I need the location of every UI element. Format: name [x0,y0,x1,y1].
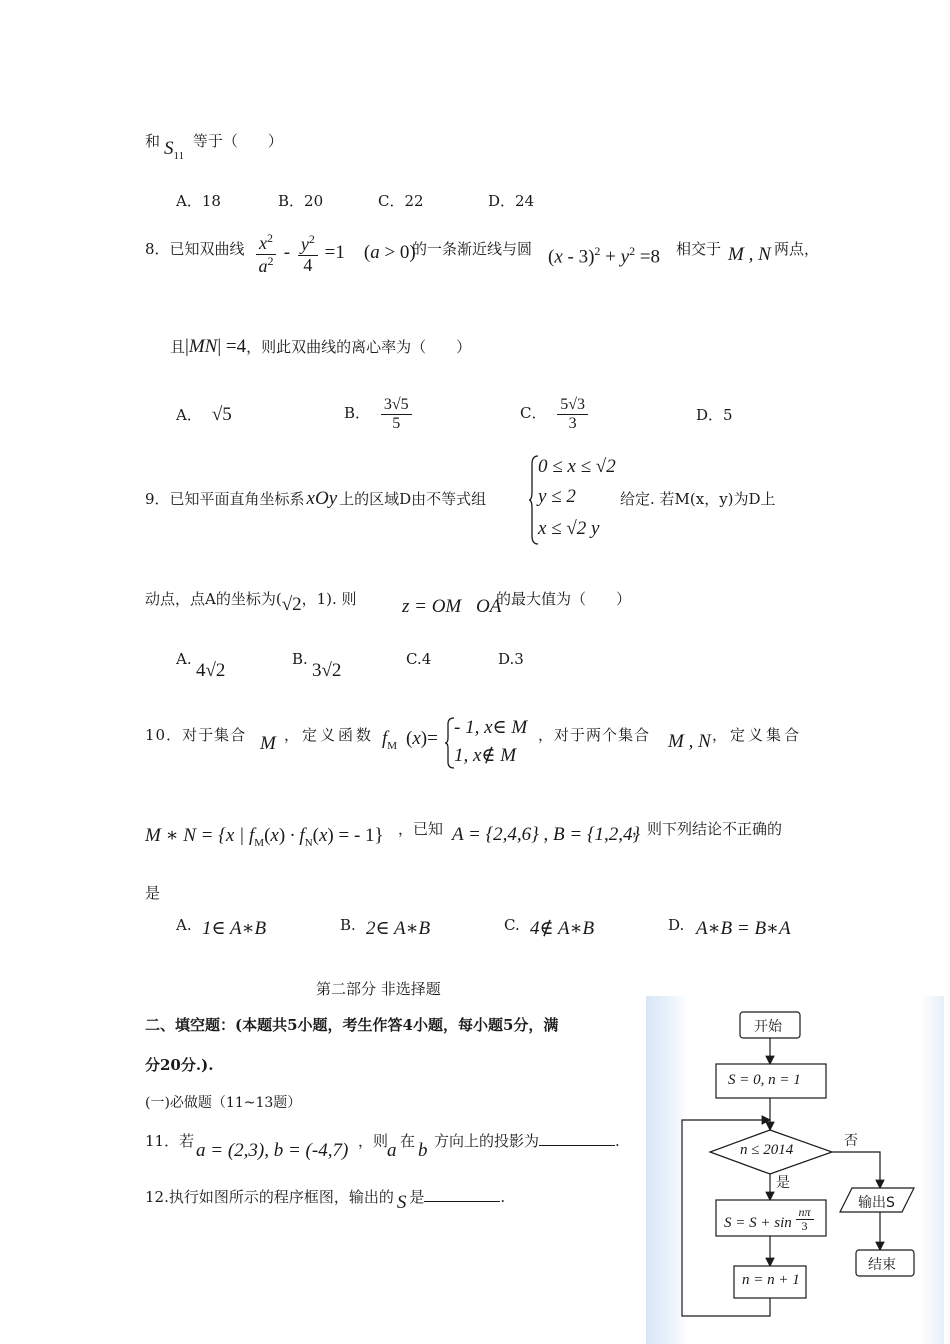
sqrt2: √2 [281,594,302,615]
section-heading-cont: 分20分.). [145,1056,214,1074]
q8-line2-prefix: 且 [170,338,186,356]
q10-mn: M , N [668,731,711,752]
z-expression: z = OM⃞OA [402,596,502,617]
hyperbola-equation: $\frac{x^2}{a^2}$ - $\frac{y^2}{4}$ =1 (a > 0) [256,232,416,277]
q11-vectors: a = (2,3), b = (-4,7) [196,1140,349,1161]
q7-prefix: 和 [145,132,161,150]
required-subheading: (一)必做题（11~13题） [145,1095,302,1111]
yes-label: 是 [776,1175,790,1191]
q10-option-c-value: 4∉ A∗B [530,918,595,939]
q8-text3: 相交于 [676,240,722,258]
condition-label: n ≤ 2014 [740,1142,794,1158]
flowchart-panel [646,996,944,1344]
s11-symbol: $S_{11}$ [164,138,185,162]
q12-line: 12.执行如图所示的程序框图，输出的 S 是 . [145,1188,506,1213]
q12-text2: 是 [409,1188,425,1206]
q10-tail: ，则下列结论不正确的 [632,820,783,838]
flowchart [646,996,944,1344]
q8-line1 [145,238,245,259]
q8-text4: 两点， [774,240,820,258]
q8-line2-suffix: ，则此双曲线的离心率为（ ） [246,338,472,356]
update-n-label: n = n + 1 [742,1272,800,1288]
answer-blank [539,1131,615,1146]
q10-option-c: C. [504,916,520,934]
q10-set-m: M [260,733,276,754]
q7-option-b: B．20 [278,192,324,210]
q9-option-b-value: 3√2 [312,660,342,681]
q10-option-d: D. [668,916,685,934]
q9-option-d: D.3 [498,650,524,668]
xoy-symbol: xOy [306,488,338,509]
q8-mn: M , N [728,244,771,265]
q9-line2-a: 动点，点A的坐标为( [145,590,282,608]
q11-text2: ，则 [358,1132,389,1150]
start-label: 开始 [754,1019,782,1035]
q9-option-a-value: 4√2 [196,660,226,681]
q7-option-a: A．18 [176,192,221,210]
q9-line2-b: ，1). 则 [301,590,357,608]
q12-s: S [396,1192,407,1213]
case-2: 1, x∉ M [454,745,517,766]
q10-option-b: B. [340,916,356,934]
mn-length: |MN| =4 [185,336,247,357]
q10-line3: 是 [145,884,161,902]
q10-text4: ，定义集合 [712,726,803,744]
q10-option-a: A. [176,916,192,934]
q10-line1 [145,724,246,745]
q11-text4: 方向上的投影为 . [434,1132,620,1150]
q9-text3: 给定. 若M(x，y)为D上 [620,490,776,508]
q10-option-b-value: 2∈ A∗B [366,918,431,939]
section-heading: 二、填空题：(本题共5小题，考生作答4小题，每小题5分，满 [145,1016,559,1034]
vector-b: b [418,1140,428,1161]
q9-line2 [145,588,357,615]
q10-number: 10．对于集合 [145,726,247,744]
condition-2: y ≤ 2 [538,486,576,507]
q10-set-expression: M ∗ N = {x | $f_M(x) \cdot f_N(x)$ = - 1} [145,825,384,849]
q8-text2: 的一条渐近线与圆 [412,240,533,258]
q10-option-d-value: A∗B = B∗A [696,918,791,939]
q9-line1 [145,488,486,510]
part2-title: 第二部分 非选择题 [316,980,441,998]
q10-text2: ，定义函数 [284,726,375,744]
update-s-label: S = S + sin $\frac{n\pi}{3}$ [724,1206,814,1233]
q8-option-c: C． $\frac{5√3}{3}$ [520,396,588,432]
q10-option-a-value: 1∈ A∗B [202,918,267,939]
q8-option-d: D．5 [696,406,733,424]
q10-sets: A = {2,4,6} , B = {1,2,4} [452,824,641,845]
q9-option-a: A. [176,650,192,668]
q11-text3: 在 [400,1132,416,1150]
q11-line [145,1130,194,1151]
q8-option-a: A． √5 [176,404,232,425]
condition-1: 0 ≤ x ≤ √2 [538,456,616,477]
q9-text2: 上的区域D由不等式组 [339,490,487,508]
answer-blank [424,1187,500,1202]
q7-suffix: 等于（ ） [192,132,283,150]
q10-known: ，已知 [398,820,444,838]
q10-text3: ，对于两个集合 [538,726,651,744]
condition-3: x ≤ √2 y [538,518,600,539]
end-label: 结束 [868,1257,896,1273]
vector-a: a [387,1140,397,1161]
q11-number: 11．若 [145,1132,195,1150]
q9-option-b: B. [292,650,308,668]
q8-option-b: B． $\frac{3√5}{5}$ [344,396,412,432]
circle-equation: $(x - 3)^2 + y^2 =8$ [548,244,661,268]
case-1: - 1, x∈ M [454,717,528,738]
q8-number: 8．已知双曲线 [145,240,245,258]
q9-option-c: C.4 [406,650,432,668]
q7-option-c: C．22 [378,192,424,210]
init-label: S = 0, n = 1 [728,1072,801,1088]
q8-line2 [170,336,471,358]
q7-tail-line [145,130,283,162]
q7-option-d: D．24 [488,192,535,210]
q12-text: 12.执行如图所示的程序框图，输出的 [145,1188,394,1206]
q9-line2-c: 的最大值为（ ） [496,590,632,608]
no-label: 否 [844,1133,858,1149]
output-label: 输出S [858,1195,895,1211]
q9-number: 9．已知平面直角坐标系 [145,490,305,508]
